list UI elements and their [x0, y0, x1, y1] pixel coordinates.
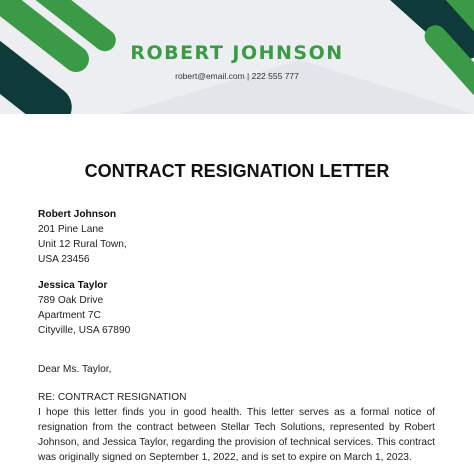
document-title: CONTRACT RESIGNATION LETTER [84, 161, 390, 181]
recipient-name: Jessica Taylor [38, 280, 108, 291]
salutation [38, 362, 111, 377]
letterhead-banner [0, 0, 474, 114]
salutation-text: Dear Ms. Taylor, [38, 364, 112, 375]
sender-address-line-1: 201 Pine Lane [38, 224, 104, 235]
recipient-address-line-3: Cityville, USA 67890 [38, 325, 131, 336]
body-paragraph-1: I hope this letter finds you in good health. This letter serves as a formal notice of resignation from the contract between Stellar Tech Solutions, represented by Robert Johnson, and Jessica Taylor, regarding the provision of technical services. This contract was originally signed on September 1, 2022, and is set to expire on March 1, 2023. [38, 407, 435, 463]
subject-line [38, 390, 186, 405]
letterhead-contact: robert@email.com | 222 555 777 [175, 71, 299, 81]
letterhead-name: ROBERT JOHNSON [130, 42, 344, 64]
recipient-address-line-2: Apartment 7C [38, 310, 101, 321]
sender-address-line-2: Unit 12 Rural Town, [38, 239, 127, 250]
recipient-block [38, 278, 130, 338]
recipient-address-line-1: 789 Oak Drive [38, 295, 104, 306]
sender-block [38, 207, 127, 267]
sender-name: Robert Johnson [38, 209, 117, 220]
sender-address-line-3: USA 23456 [38, 254, 90, 265]
subject-text: RE: CONTRACT RESIGNATION [38, 392, 187, 403]
